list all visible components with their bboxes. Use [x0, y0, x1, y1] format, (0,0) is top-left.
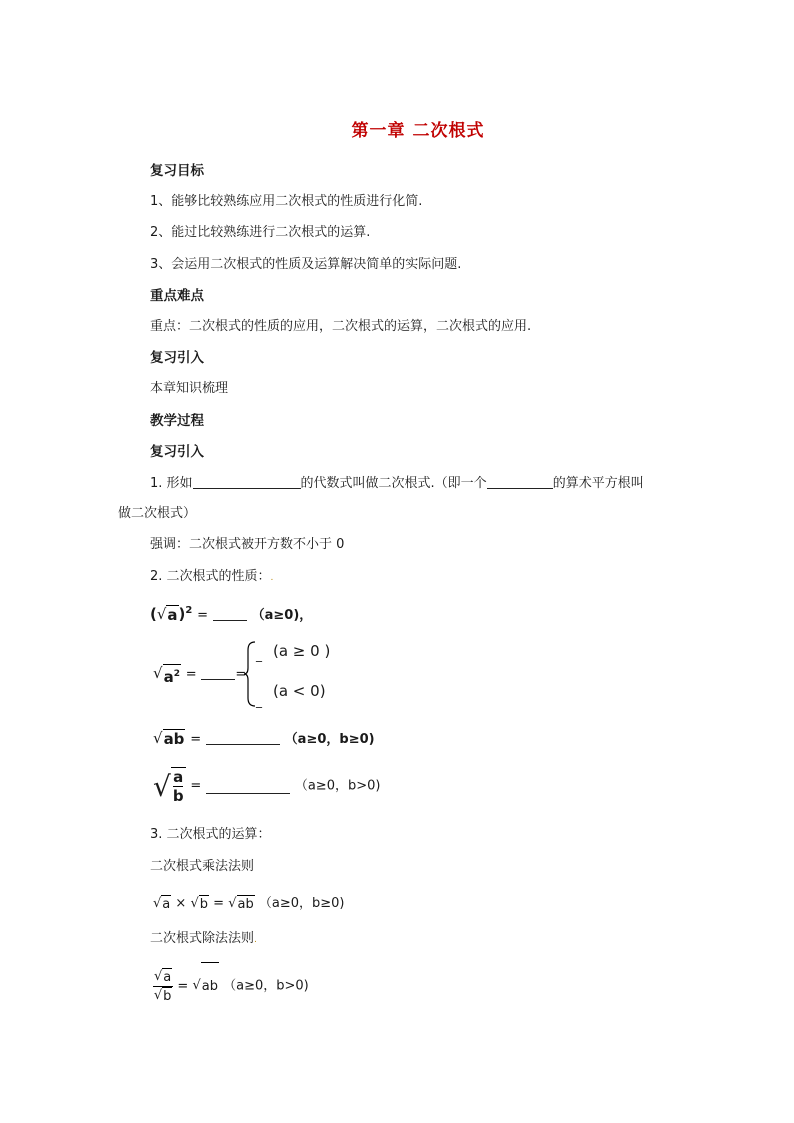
q1-middle: 的代数式叫做二次根式.（即一个	[300, 476, 487, 491]
radicand: b	[199, 897, 209, 912]
case-1-dash: _	[256, 648, 262, 662]
exponent: 2	[185, 605, 193, 616]
q2-heading	[150, 568, 273, 587]
radical-icon: √	[156, 605, 167, 623]
open-paren: (	[150, 605, 157, 623]
sqrt-b	[190, 895, 209, 914]
q3-heading: 3. 二次根式的运算：	[150, 827, 271, 842]
goals-heading: 复习目标	[150, 163, 204, 179]
formula-mult-rule	[153, 895, 344, 914]
radicand: ab	[237, 897, 254, 912]
formula-sqrt-fraction	[153, 766, 380, 810]
radicand: b	[163, 989, 172, 1004]
case-2-condition: (a < 0)	[273, 682, 326, 700]
radical-icon: √	[153, 896, 162, 911]
case-1-condition: (a ≥ 0 )	[273, 642, 331, 660]
radical-icon: √	[228, 896, 237, 911]
sqrt-b	[154, 987, 173, 1005]
sqrt-ab	[228, 895, 255, 914]
formula-sqrt-a-squared	[153, 664, 246, 686]
case-2-dash: _	[256, 694, 262, 708]
process-heading: 教学过程	[150, 413, 204, 429]
goal-3: 3、会运用二次根式的性质及运算解决简单的实际问题.	[150, 257, 462, 272]
radicand: a	[163, 970, 172, 985]
review-heading: 复习引入	[150, 350, 204, 366]
review-text: 本章知识梳理	[150, 381, 229, 396]
equals-sign: =	[190, 778, 202, 794]
dot-mark: .	[254, 935, 257, 945]
radicand: ab	[163, 730, 185, 748]
dot-mark: .	[270, 573, 274, 583]
formula-sqrt-squared	[150, 602, 312, 625]
sqrt-a2	[153, 664, 181, 686]
goal-2: 2、能过比较熟练进行二次根式的运算.	[150, 225, 371, 240]
equals-sign: =	[213, 896, 225, 911]
sqrt-ab	[192, 962, 219, 1011]
sqrt-a	[157, 605, 179, 624]
radicand: a	[162, 897, 171, 912]
q1-continuation: 做二次根式）	[118, 506, 197, 521]
emphasis-text: 强调：二次根式被开方数不小于 0	[150, 537, 345, 552]
numerator	[153, 968, 173, 987]
close-paren: )	[178, 605, 186, 623]
radical-icon: √	[153, 664, 163, 682]
radicand: $a^2$	[163, 664, 181, 686]
q1-suffix: 的算术平方根叫	[552, 476, 644, 491]
condition-f3: （a≥0，b≥0)	[284, 732, 375, 747]
q2-heading-text: 2. 二次根式的性质：	[150, 569, 271, 584]
sqrt-fraction	[153, 767, 186, 807]
condition-mult: （a≥0，b≥0)	[258, 896, 345, 911]
denominator: b	[172, 786, 184, 805]
sqrt-ab	[153, 729, 185, 748]
q1-blank-2	[487, 474, 553, 489]
numerator: a	[173, 767, 184, 786]
mult-heading: 二次根式乘法法则	[150, 859, 255, 874]
sqrt-a	[153, 895, 171, 914]
blank-f4	[206, 779, 290, 794]
question-1	[150, 474, 644, 493]
condition-f4: （a≥0，b>0)	[294, 778, 381, 794]
equals-sign: =	[177, 979, 189, 994]
radical-icon: √	[154, 969, 163, 984]
brace-icon	[243, 640, 257, 708]
blank-f3	[206, 730, 280, 745]
condition-div: （a≥0，b>0)	[223, 978, 309, 994]
goal-1: 1、能够比较熟练应用二次根式的性质进行化简.	[150, 194, 423, 209]
radical-icon: √	[153, 769, 171, 803]
equals-sign: =	[197, 608, 209, 623]
radical-icon: √	[153, 729, 163, 747]
div-heading	[150, 930, 257, 949]
radical-icon: √	[190, 896, 199, 911]
equals-sign: =	[185, 667, 197, 682]
key-heading: 重点难点	[150, 288, 204, 304]
radical-icon: √	[153, 988, 163, 1003]
condition-f1: （a≥0)，	[251, 608, 313, 623]
q1-prefix: 1. 形如	[150, 476, 193, 491]
q1-blank-1	[193, 474, 301, 489]
key-text: 重点：二次根式的性质的应用，二次根式的运算，二次根式的应用.	[150, 319, 532, 334]
equals-sign: =	[190, 732, 202, 747]
blank-f2	[201, 665, 235, 680]
radicand: a	[167, 606, 178, 624]
fraction	[153, 968, 173, 1005]
times-sign: ×	[175, 896, 187, 911]
denominator	[154, 987, 173, 1005]
review-heading-2: 复习引入	[150, 444, 204, 460]
div-heading-text: 二次根式除法法则	[150, 931, 255, 946]
page-title: 第一章 二次根式	[351, 121, 485, 141]
radical-icon: √	[192, 978, 201, 993]
radicand-fraction	[171, 767, 186, 807]
equals-sign-2: =	[235, 667, 247, 682]
radicand: ab	[201, 962, 219, 1011]
formula-sqrt-ab	[153, 729, 375, 749]
sqrt-a	[154, 968, 172, 986]
blank-f1	[213, 606, 247, 621]
formula-div-rule	[153, 962, 309, 1010]
